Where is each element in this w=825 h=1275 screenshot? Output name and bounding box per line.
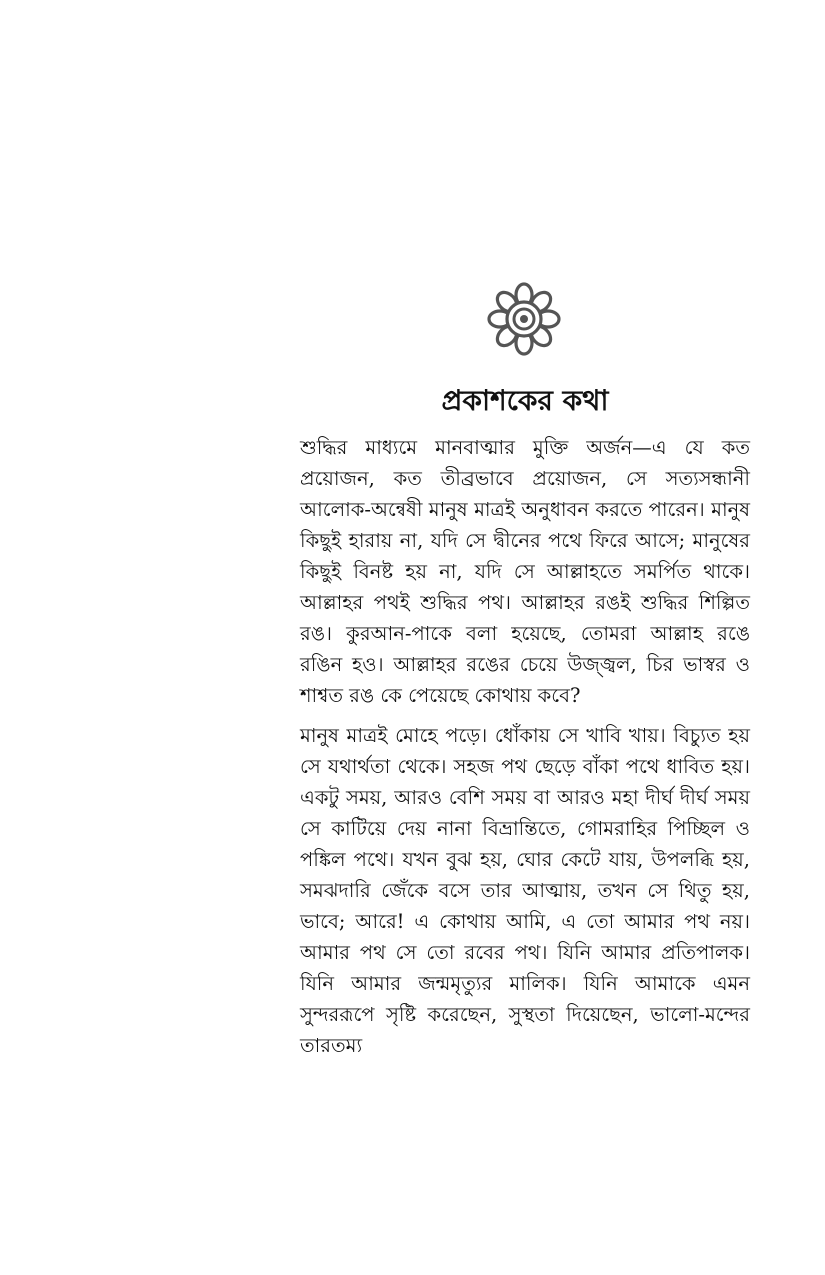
paragraph: শুদ্ধির মাধ্যমে মানবাত্মার মুক্তি অর্জন—এ যে কত প্রয়োজন, কত তীব্রভাবে প্রয়োজন, সে সত্যসন্ধানী আলোক-অন্বেষী মানুষ মাত্রই অনুধাবন করতে পারেন। মানুষ কিছুই হারায় না, যদি সে দ্বীনের পথে ফিরে আসে; মানুষের কিছুই বিনষ্ট হয় না, যদি সে আল্লাহতে সমর্পিত থাকে। আল্লাহর পথই শুদ্ধির পথ। আল্লাহর রঙই শুদ্ধির শিল্পিত রঙ। কুরআন-পাকে বলা হয়েছে, তোমরা আল্লাহ রঙে রঙিন হও। আল্লাহর রঙের চেয়ে উজ্জ্বল, চির ভাস্বর ও শাশ্বত রঙ কে পেয়েছে কোথায় কবে? (300, 436, 750, 707)
page-title: প্রকাশকের কথা (441, 384, 609, 417)
flower-ornament-icon (487, 282, 561, 356)
paragraph: মানুষ মাত্রই মোহে পড়ে। ধোঁকায় সে খাবি খায়। বিচ্যুত হয় সে যথার্থতা থেকে। সহজ পথ ছেড়ে বাঁকা পথে ধাবিত হয়। একটু সময়, আরও বেশি সময় বা আরও মহা দীর্ঘ দীর্ঘ সময় সে কাটিয়ে দেয় নানা বিভ্রান্তিতে, গোমরাহির পিচ্ছিল ও পঙ্কিল পথে। যখন বুঝ হয়, ঘোর কেটে যায়, উপলব্ধি হয়, সমঝদারি জেঁকে বসে তার আত্মায়, তখন সে থিতু হয়, ভাবে; আরে! এ কোথায় আমি, এ তো আমার পথ নয়। আমার পথ সে তো রবের পথ। যিনি আমার প্রতিপালক। যিনি আমার জন্মমৃত্যুর মালিক। যিনি আমাকে এমন সুন্দররূপে সৃষ্টি করেছেন, সুস্থতা দিয়েছেন, ভালো-মন্দের তারতম্য (300, 724, 750, 1057)
body-text (300, 432, 750, 1061)
